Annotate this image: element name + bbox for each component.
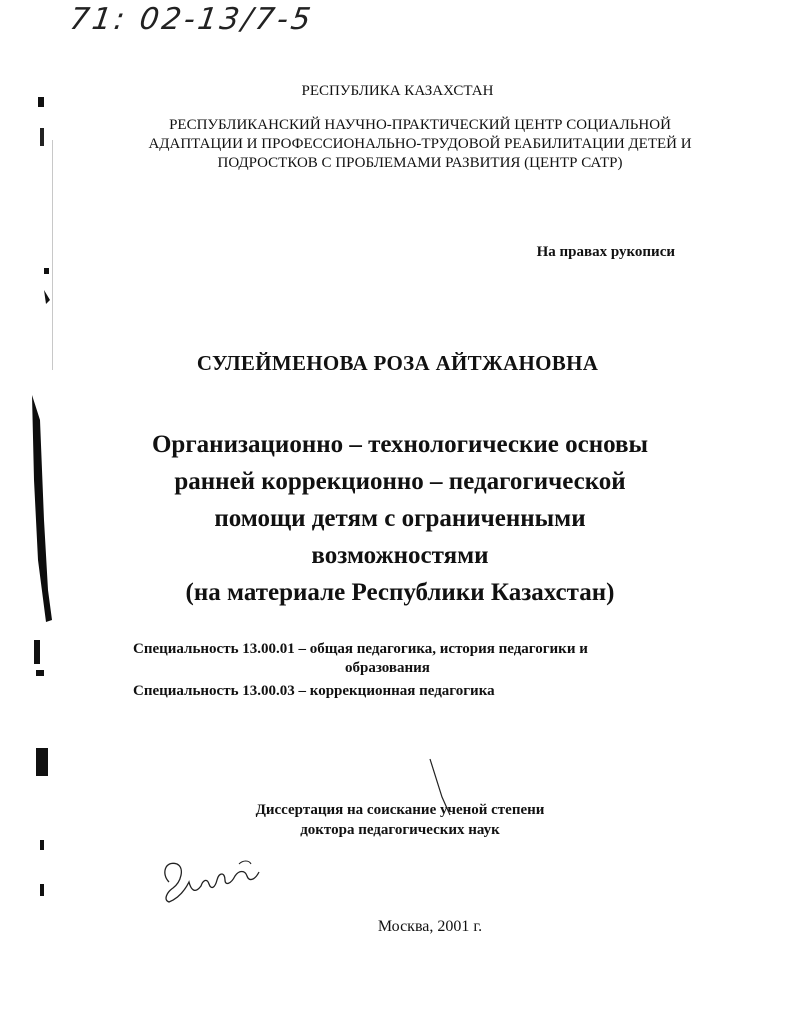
title-line: (на материале Республики Казахстан) [185,579,615,606]
organization-line: РЕСПУБЛИКАНСКИЙ НАУЧНО-ПРАКТИЧЕСКИЙ ЦЕНТР СОЦИАЛЬНОЙ [169,117,671,133]
dissertation-title [100,426,700,611]
title-line: возможностями [311,542,489,569]
organization-line: АДАПТАЦИИ И ПРОФЕССИОНАЛЬНО-ТРУДОВОЙ РЕАБИЛИТАЦИИ ДЕТЕЙ И [148,136,692,152]
degree-statement [180,800,620,840]
rights-note: На правах рукописи [536,244,675,260]
organization-line: ПОДРОСТКОВ С ПРОБЛЕМАМИ РАЗВИТИЯ (ЦЕНТР САТР) [217,155,623,171]
title-line: Организационно – технологические основы [151,431,649,458]
specialty-1: Специальность 13.00.01 – общая педагогика, история педагогики и [133,641,588,657]
specialty-2: Специальность 13.00.03 – коррекционная педагогика [133,683,495,699]
degree-line: доктора педагогических наук [300,822,500,838]
left-margin-scan-marks [0,0,80,1026]
country-heading: РЕСПУБЛИКА КАЗАХСТАН [301,83,494,99]
city-year: Москва, 2001 г. [377,918,483,935]
handwritten-signature [155,852,265,912]
author-name: СУЛЕЙМЕНОВА РОЗА АЙТЖАНОВНА [196,351,599,375]
specialty-1-continuation: образования [345,660,430,676]
degree-line: Диссертация на соискание ученой степени [255,802,545,818]
title-line: помощи детям с ограниченными [214,505,586,532]
organization-heading [120,116,720,173]
title-line: ранней коррекционно – педагогической [174,468,626,495]
archive-code: 71: 02-13/7-5 [67,2,316,37]
